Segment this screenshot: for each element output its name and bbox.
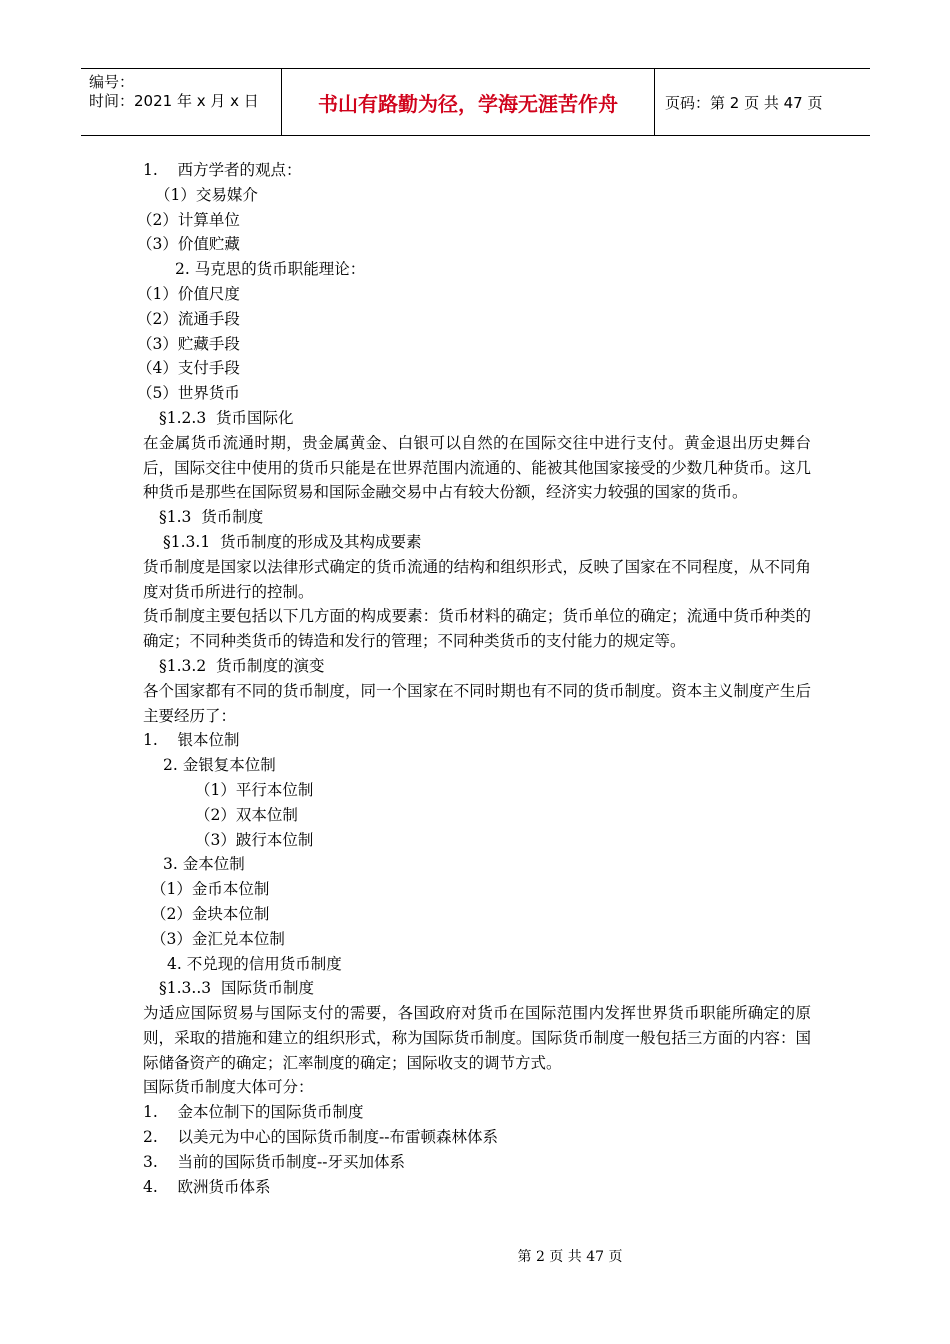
body-line: 2. 金银复本位制	[163, 756, 276, 775]
header-page-info: 页码：第 2 页 共 47 页	[665, 93, 823, 112]
body-line: （5）世界货币	[137, 384, 240, 403]
header-meta	[81, 69, 281, 135]
body-paragraph: 为适应国际贸易与国际支付的需要，各国政府对货币在国际范围内发挥世界货币职能所确定的原则，采取的措施和建立的组织形式，称为国际货币制度。国际货币制度一般包括三方面的内容：国际储备资产的确定；汇率制度的确定；国际收支的调节方式。	[143, 1004, 811, 1072]
body-line: （2）金块本位制	[151, 904, 270, 923]
body-line: （2）双本位制	[195, 805, 298, 824]
header-motto: 书山有路勤为径，学海无涯苦作舟	[281, 69, 655, 135]
body-line: §1.3..3 国际货币制度	[159, 979, 314, 998]
body-line: （2）流通手段	[137, 309, 240, 328]
document-date: 时间：2021 年 x 月 x 日	[89, 92, 259, 110]
body-line: （2）计算单位	[137, 210, 240, 229]
body-line: 4. 不兑现的信用货币制度	[167, 954, 342, 973]
body-line: （1）平行本位制	[195, 780, 314, 799]
body-line: （1）价值尺度	[137, 284, 240, 303]
document-header	[81, 68, 870, 136]
body-line: §1.3.1 货币制度的形成及其构成要素	[163, 532, 422, 551]
body-line: §1.3.2 货币制度的演变	[159, 656, 325, 675]
body-line: 2. 以美元为中心的国际货币制度--布雷顿森林体系	[143, 1128, 498, 1147]
body-line: 4. 欧洲货币体系	[143, 1177, 271, 1196]
body-line: 3. 金本位制	[163, 855, 245, 874]
body-paragraph: 货币制度是国家以法律形式确定的货币流通的结构和组织形式，反映了国家在不同程度，从不同角度对货币所进行的控制。	[143, 557, 811, 601]
body-line: 国际货币制度大体可分：	[143, 1078, 314, 1097]
body-line: （3）跛行本位制	[195, 830, 314, 849]
body-line: （1）交易媒介	[155, 185, 258, 204]
body-line: （3）价值贮藏	[137, 235, 240, 254]
body-line: （3）贮藏手段	[137, 334, 240, 353]
body-line: 1. 西方学者的观点：	[143, 161, 302, 179]
body-paragraph: 货币制度主要包括以下几方面的构成要素：货币材料的确定；货币单位的确定；流通中货币种类的确定；不同种类货币的铸造和发行的管理；不同种类货币的支付能力的规定等。	[143, 607, 811, 651]
body-line: 2. 马克思的货币职能理论：	[175, 260, 366, 279]
body-line: （3）金汇兑本位制	[151, 929, 285, 948]
body-line: §1.2.3 货币国际化	[159, 408, 294, 427]
body-line: 3. 当前的国际货币制度--牙买加体系	[143, 1152, 405, 1171]
body-line: （1）金币本位制	[151, 880, 270, 899]
body-paragraph: 各个国家都有不同的货币制度，同一个国家在不同时期也有不同的货币制度。资本主义制度产生后主要经历了：	[143, 681, 811, 725]
body-line: §1.3 货币制度	[159, 508, 264, 527]
body-paragraph: 在金属货币流通时期，贵金属黄金、白银可以自然的在国际交往中进行支付。黄金退出历史舞台后，国际交往中使用的货币只能是在世界范围内流通的、能被其他国家接受的少数几种货币。这几种货币是那些在国际贸易和国际金融交易中占有较大份额，经济实力较强的国家的货币。	[143, 433, 811, 502]
body-line: 1. 银本位制	[143, 731, 240, 750]
body-line: 1. 金本位制下的国际货币制度	[143, 1103, 364, 1122]
document-number-label: 编号：	[89, 73, 135, 91]
body-line: （4）支付手段	[137, 359, 240, 378]
document-body	[137, 158, 811, 1199]
page-footer: 第 2 页 共 47 页	[517, 1249, 623, 1265]
